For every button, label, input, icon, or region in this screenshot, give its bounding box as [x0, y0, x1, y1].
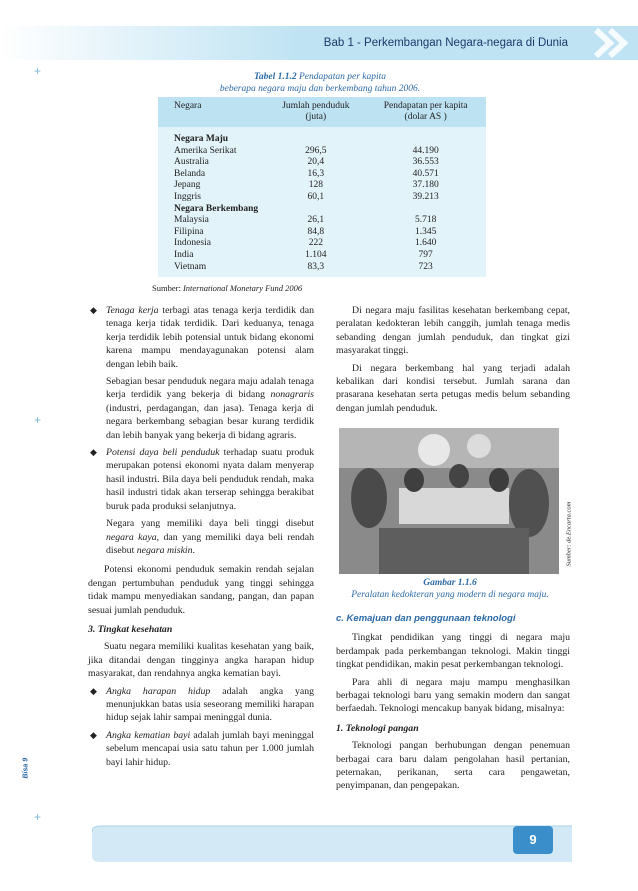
paragraph-technology: Tingkat pendidikan yang tinggi di negara maju berdampak pada perkembangan teknologi. Makin tinggi tingkat pendidikan, makin pesat perkembangan teknologi.: [336, 632, 570, 671]
table-source: Sumber: International Monetary Fund 2006: [152, 283, 303, 293]
table-caption-label: Tabel 1.1.2: [253, 72, 297, 82]
right-column-bottom: [336, 610, 570, 797]
chevron-decoration-icon: [578, 26, 638, 60]
paragraph-facilities: Di negara maju fasilitas kesehatan berkembang cepat, peralatan kedokteran lebih canggih, jumlah tenaga medis sebanding dengan jumlah penduduk, dan tingkat gizi masyarakat tinggi.: [336, 305, 570, 357]
chapter-title: Bab 1 - Perkembangan Negara-negara di Dunia: [323, 37, 568, 49]
table-row: Belanda 16,3 40.571: [158, 169, 486, 181]
figure-caption: [330, 577, 570, 601]
left-column: [88, 304, 314, 773]
table-group-row: Negara Berkembang: [158, 204, 486, 216]
side-label: Bisa 9: [22, 757, 30, 779]
figure-label: Gambar 1.1.6: [423, 578, 477, 588]
figure-description: Peralatan kedokteran yang modern di negara maju.: [351, 590, 549, 600]
footer-band: [92, 822, 572, 870]
paragraph-experts: Para ahli di negara maju mampu menghasilkan berbagai teknologi baru yang semakin modern dan sangat berfaedah. Teknologi mencakup banyak bidang, misalnya:: [336, 676, 570, 715]
table-caption-text-2: beberapa negara maju dan berkembang tahun 2006.: [219, 84, 421, 94]
column-header-country: Negara: [158, 97, 266, 127]
table-row: Vietnam 83,3 723: [158, 262, 486, 278]
diamond-bullet-icon: ◆: [90, 729, 97, 740]
table-row: Filipina 84,8 1.345: [158, 227, 486, 239]
page-number: 9: [513, 826, 553, 854]
table-row: Inggris 60,1 39.213: [158, 192, 486, 204]
table-row: Amerika Serikat 296,5 44.190: [158, 146, 486, 158]
table-caption: [150, 71, 490, 95]
income-table: [158, 97, 486, 277]
photo-credit: Sumber: de.Encarta.com: [565, 501, 573, 567]
medical-equipment-photo: [339, 428, 559, 574]
crop-mark: +: [34, 413, 42, 427]
table-row: Malaysia 26,1 5.718: [158, 215, 486, 227]
heading-technology: c. Kemajuan dan penggunaan teknologi: [336, 613, 516, 624]
table-row: Jepang 128 37.180: [158, 180, 486, 192]
diamond-bullet-icon: ◆: [90, 305, 97, 315]
bullet-infant-mortality: ◆ Angka kematian bayi adalah jumlah bayi meninggal sebelum mencapai usia satu tahun per 1.000 jumlah bayi lahir hidup.: [90, 729, 314, 768]
paragraph-health: Suatu negara memiliki kualitas kesehatan yang baik, jika ditandai dengan tingginya angka harapan hidup masyarakat, dan rendahnya angka kematian bayi.: [88, 641, 314, 680]
paragraph-food-technology: Teknologi pangan berhubungan dengan penemuan berbagai cara baru dalam pengolahan hasil pertanian, peternakan, perikanan, serta cara pengawetan, penyimpanan, dan pengepakan.: [336, 740, 570, 792]
table-row: Australia 20,4 36.553: [158, 157, 486, 169]
column-header-income: Pendapatan per kapita (dolar AS ): [365, 97, 486, 127]
paragraph-developing: Di negara berkembang hal yang terjadi adalah kebalikan dari kondisi tersebut. Jumlah sarana dan prasarana kesehatan serta petugas medis belum sebanding dengan jumlah penduduk.: [336, 362, 570, 414]
right-column-top: [336, 304, 570, 419]
table-group-row: Negara Maju: [158, 127, 486, 146]
bullet-purchasing-power: ◆ Potensi daya beli penduduk terhadap suatu produk merupakan potensi ekonomi nyata dalam menyerap hasil industri. Bila daya beli penduduk rendah, maka hasil industri tidak akan terserap sehingga berakibat buruk pada produksi selanjutnya. Negara yang memiliki daya beli tinggi disebut negara kaya, dan yang memiliki daya beli rendah disebut negara miskin.: [90, 447, 315, 556]
heading-food-technology: 1. Teknologi pangan: [336, 722, 419, 734]
table-caption-text: Pendapatan per kapita: [298, 72, 387, 82]
bullet-life-expectancy: ◆ Angka harapan hidup adalah angka yang menunjukkan batas usia seseorang memiliki harapan hidup sejak lahir sampai meninggal dunia.: [90, 685, 314, 724]
column-header-population: Jumlah penduduk (juta): [266, 97, 365, 127]
table-row: India 1.104 797: [158, 250, 486, 262]
bullet-labor: ◆ Tenaga kerja terbagi atas tenaga kerja terdidik dan tenaga kerja tidak terdidik. Dari keduanya, tenaga kerja terdidik lebih potensial untuk bidang ekonomi karena mampu mendayagunakan potensi alam dengan lebih baik. Sebagian besar penduduk negara maju adalah tenaga kerja terdidik yang bekerja di bidang nonagraris (industri, perdagangan, dan jasa). Tenaga kerja di negara berkembang sebagian besar kurang terdidik dan lebih banyak yang bekerja di bidang agraris.: [90, 305, 315, 441]
crop-mark: +: [34, 810, 42, 824]
heading-health: 3. Tingkat kesehatan: [88, 623, 173, 635]
table-row: Indonesia 222 1.640: [158, 238, 486, 250]
diamond-bullet-icon: ◆: [90, 685, 97, 696]
paragraph-economy: Potensi ekonomi penduduk semakin rendah sejalan dengan pertumbuhan penduduk yang tinggi sehingga tidak mampu menyediakan sandang, pangan, dan papan sesuai jumlah penduduk.: [88, 564, 314, 616]
crop-mark: +: [34, 64, 42, 78]
diamond-bullet-icon: ◆: [90, 447, 97, 458]
